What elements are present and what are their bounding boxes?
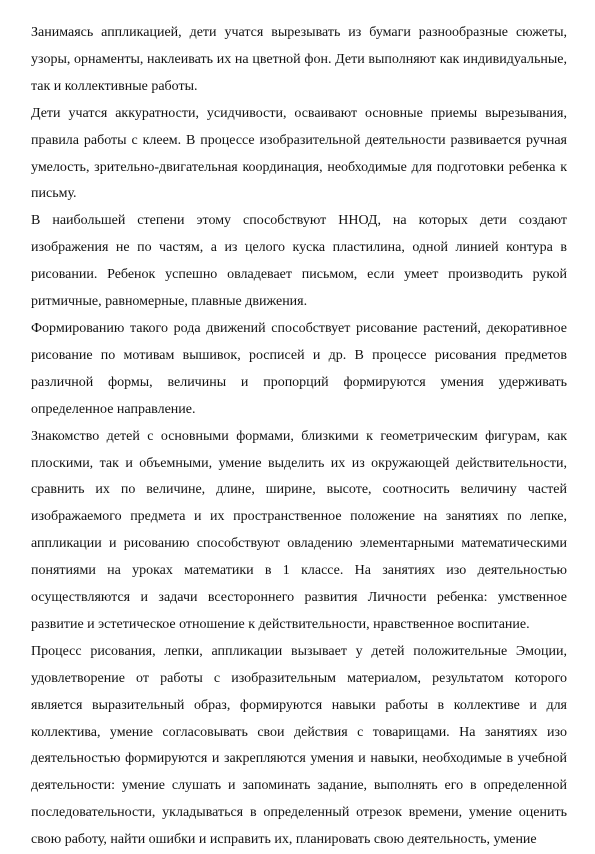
paragraph-nnod: В наибольшей степени этому способствуют ННОД, на которых дети создают изображения не по частям, а из целого куска пластилина, одной линией контура в рисовании. Ребенок успешно овладевает письмом, если умеет производить рукой ритмичные, равномерные, плавные движения. [31,213,567,310]
paragraph-applique: Занимаясь аппликацией, дети учатся вырезывать из бумаги разнообразные сюжеты, узоры, орнаменты, наклеивать их на цветной фон. Дети выполняют как индивидуальные, так и коллективные работы. [31,25,567,94]
paragraph-movements: Формированию такого рода движений способствует рисование растений, декоративное рисование по мотивам вышивок, росписей и др. В процессе рисования предметов различной формы, величины и пропорций формируются умения удерживать определенное направление. [31,320,567,417]
paragraph-shapes: Знакомство детей с основными формами, близкими к геометрическим фигурам, как плоскими, так и объемными, умение выделить их из окружающей действительности, сравнить их по величине, длине, ширине, высоте, соотносить величину частей изображаемого предмета и их пространственное положение на занятиях по лепке, аппликации и рисованию способствуют овладению элементарными математическими понятиями на уроках математики в 1 классе. На занятиях изо деятельностью осуществляются и задачи всестороннего развития Личности ребенка: умственное развитие и эстетическое отношение к действительности, нравственное воспитание. [31,428,567,632]
document-page [31,20,567,854]
paragraph-accuracy: Дети учатся аккуратности, усидчивости, осваивают основные приемы вырезывания, правила работы с клеем. В процессе изобразительной деятельности развивается ручная умелость, зрительно-двигательная координация, необходимые для подготовки ребенка к письму. [31,105,567,202]
paragraph-process: Процесс рисования, лепки, аппликации вызывает у детей положительные Эмоции, удовлетворение от работы с изобразительным материалом, результатом которого является выразительный образ, формируются навыки работы в коллективе и для коллектива, умение согласовывать свои действия с товарищами. На занятиях изо деятельностью формируются и закрепляются умения и навыки, необходимые в учебной деятельности: умение слушать и запоминать задание, выполнять его в определенной последовательности, укладываться в определенный отрезок времени, умение оценить свою работу, найти ошибки и исправить их, планировать свою деятельность, умение [31,643,567,848]
